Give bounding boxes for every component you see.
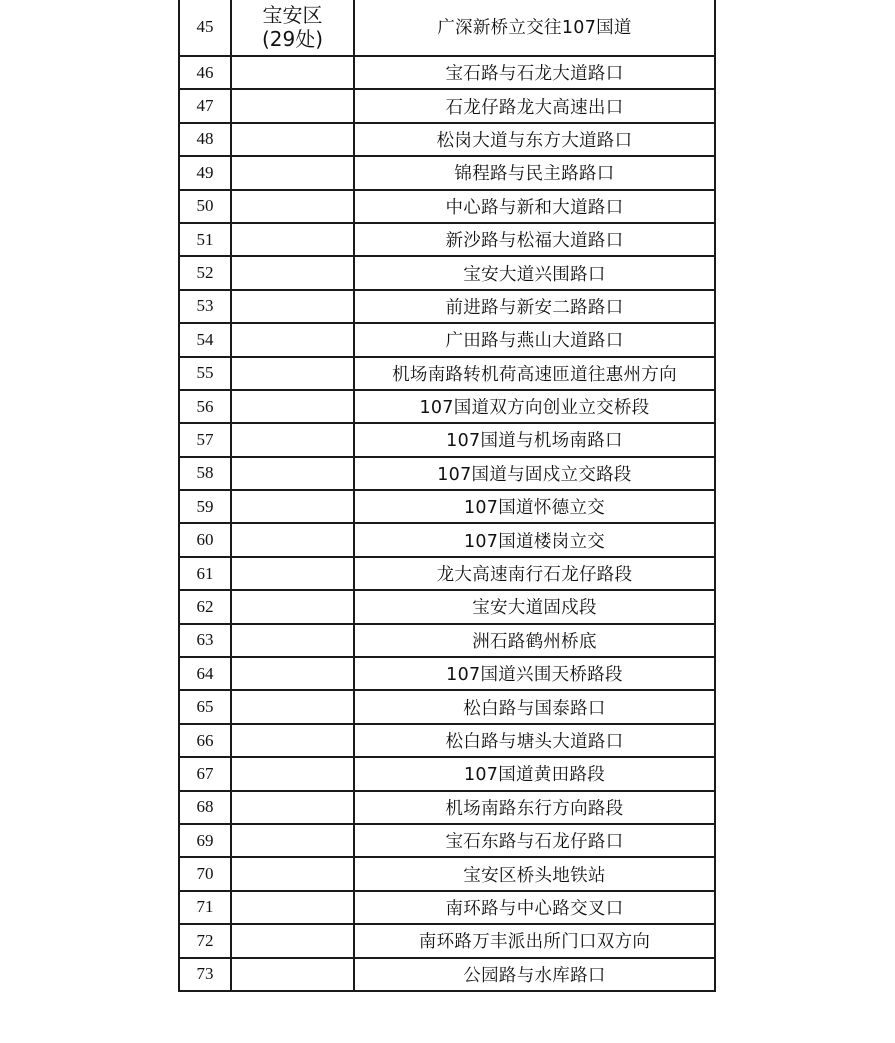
site-name: 南环路万丰派出所门口双方向 <box>354 924 715 957</box>
site-name: 宝石东路与石龙仔路口 <box>354 824 715 857</box>
district-cell-empty <box>231 791 354 824</box>
site-name: 洲石路鹤州桥底 <box>354 624 715 657</box>
row-number: 73 <box>179 958 231 991</box>
site-name: 107国道双方向创业立交桥段 <box>354 390 715 423</box>
district-cell-empty <box>231 690 354 723</box>
row-number: 62 <box>179 590 231 623</box>
row-number: 70 <box>179 857 231 890</box>
district-cell <box>231 0 354 56</box>
site-name: 松白路与国泰路口 <box>354 690 715 723</box>
table-row <box>179 724 715 757</box>
table-row <box>179 423 715 456</box>
row-number: 47 <box>179 89 231 122</box>
row-number: 72 <box>179 924 231 957</box>
district-cell-empty <box>231 56 354 89</box>
district-cell-empty <box>231 657 354 690</box>
row-number: 59 <box>179 490 231 523</box>
district-cell-empty <box>231 490 354 523</box>
table-row <box>179 0 715 56</box>
location-table-body <box>179 0 715 991</box>
row-number: 65 <box>179 690 231 723</box>
table-row <box>179 156 715 189</box>
row-number: 67 <box>179 757 231 790</box>
table-row <box>179 557 715 590</box>
site-name: 公园路与水库路口 <box>354 958 715 991</box>
district-cell-empty <box>231 958 354 991</box>
table-row <box>179 590 715 623</box>
site-name: 机场南路东行方向路段 <box>354 791 715 824</box>
row-number: 64 <box>179 657 231 690</box>
district-cell-empty <box>231 857 354 890</box>
table-row <box>179 490 715 523</box>
district-cell-empty <box>231 824 354 857</box>
table-row <box>179 857 715 890</box>
district-cell-empty <box>231 323 354 356</box>
table-row <box>179 891 715 924</box>
table-row <box>179 457 715 490</box>
table-row <box>179 390 715 423</box>
row-number: 57 <box>179 423 231 456</box>
site-name: 龙大高速南行石龙仔路段 <box>354 557 715 590</box>
district-cell-empty <box>231 390 354 423</box>
table-row <box>179 89 715 122</box>
row-number: 55 <box>179 357 231 390</box>
site-name: 中心路与新和大道路口 <box>354 190 715 223</box>
table-row <box>179 56 715 89</box>
row-number: 54 <box>179 323 231 356</box>
table-row <box>179 757 715 790</box>
site-name: 松岗大道与东方大道路口 <box>354 123 715 156</box>
row-number: 50 <box>179 190 231 223</box>
site-name: 新沙路与松福大道路口 <box>354 223 715 256</box>
district-cell-empty <box>231 457 354 490</box>
table-row <box>179 223 715 256</box>
row-number: 45 <box>179 0 231 56</box>
district-name: 宝安区 <box>262 2 323 27</box>
district-cell-empty <box>231 590 354 623</box>
site-name: 广田路与燕山大道路口 <box>354 323 715 356</box>
site-name: 宝安大道固戍段 <box>354 590 715 623</box>
table-row <box>179 290 715 323</box>
row-number: 51 <box>179 223 231 256</box>
row-number: 61 <box>179 557 231 590</box>
table-row <box>179 690 715 723</box>
row-number: 60 <box>179 523 231 556</box>
table-row <box>179 357 715 390</box>
district-cell-empty <box>231 924 354 957</box>
site-name: 机场南路转机荷高速匝道往惠州方向 <box>354 357 715 390</box>
row-number: 48 <box>179 123 231 156</box>
row-number: 49 <box>179 156 231 189</box>
table-row <box>179 256 715 289</box>
district-cell-empty <box>231 523 354 556</box>
district-cell-empty <box>231 223 354 256</box>
site-name: 107国道黄田路段 <box>354 757 715 790</box>
location-table <box>178 0 716 992</box>
district-cell-empty <box>231 891 354 924</box>
table-row <box>179 824 715 857</box>
site-name: 宝石路与石龙大道路口 <box>354 56 715 89</box>
site-name: 宝安大道兴围路口 <box>354 256 715 289</box>
site-name: 南环路与中心路交叉口 <box>354 891 715 924</box>
site-name: 107国道与机场南路口 <box>354 423 715 456</box>
site-name: 107国道怀德立交 <box>354 490 715 523</box>
table-row <box>179 657 715 690</box>
row-number: 63 <box>179 624 231 657</box>
site-name: 锦程路与民主路路口 <box>354 156 715 189</box>
site-name: 107国道兴围天桥路段 <box>354 657 715 690</box>
district-cell-empty <box>231 757 354 790</box>
district-cell-empty <box>231 557 354 590</box>
district-cell-empty <box>231 357 354 390</box>
district-cell-empty <box>231 256 354 289</box>
district-count: (29处) <box>261 26 324 51</box>
district-cell-empty <box>231 190 354 223</box>
district-cell-empty <box>231 123 354 156</box>
row-number: 66 <box>179 724 231 757</box>
district-cell-empty <box>231 156 354 189</box>
table-row <box>179 624 715 657</box>
row-number: 71 <box>179 891 231 924</box>
row-number: 69 <box>179 824 231 857</box>
site-name: 石龙仔路龙大高速出口 <box>354 89 715 122</box>
table-row <box>179 924 715 957</box>
district-cell-empty <box>231 624 354 657</box>
site-name: 宝安区桥头地铁站 <box>354 857 715 890</box>
table-row <box>179 123 715 156</box>
table-row <box>179 190 715 223</box>
site-name: 松白路与塘头大道路口 <box>354 724 715 757</box>
district-cell-empty <box>231 89 354 122</box>
site-name: 前进路与新安二路路口 <box>354 290 715 323</box>
table-row <box>179 958 715 991</box>
row-number: 46 <box>179 56 231 89</box>
table-row <box>179 323 715 356</box>
row-number: 52 <box>179 256 231 289</box>
row-number: 58 <box>179 457 231 490</box>
district-cell-empty <box>231 423 354 456</box>
site-name: 广深新桥立交往107国道 <box>354 0 715 56</box>
row-number: 53 <box>179 290 231 323</box>
location-table-page <box>178 0 714 992</box>
site-name: 107国道与固戍立交路段 <box>354 457 715 490</box>
site-name: 107国道楼岗立交 <box>354 523 715 556</box>
table-row <box>179 791 715 824</box>
row-number: 56 <box>179 390 231 423</box>
row-number: 68 <box>179 791 231 824</box>
district-cell-empty <box>231 290 354 323</box>
table-row <box>179 523 715 556</box>
district-cell-empty <box>231 724 354 757</box>
